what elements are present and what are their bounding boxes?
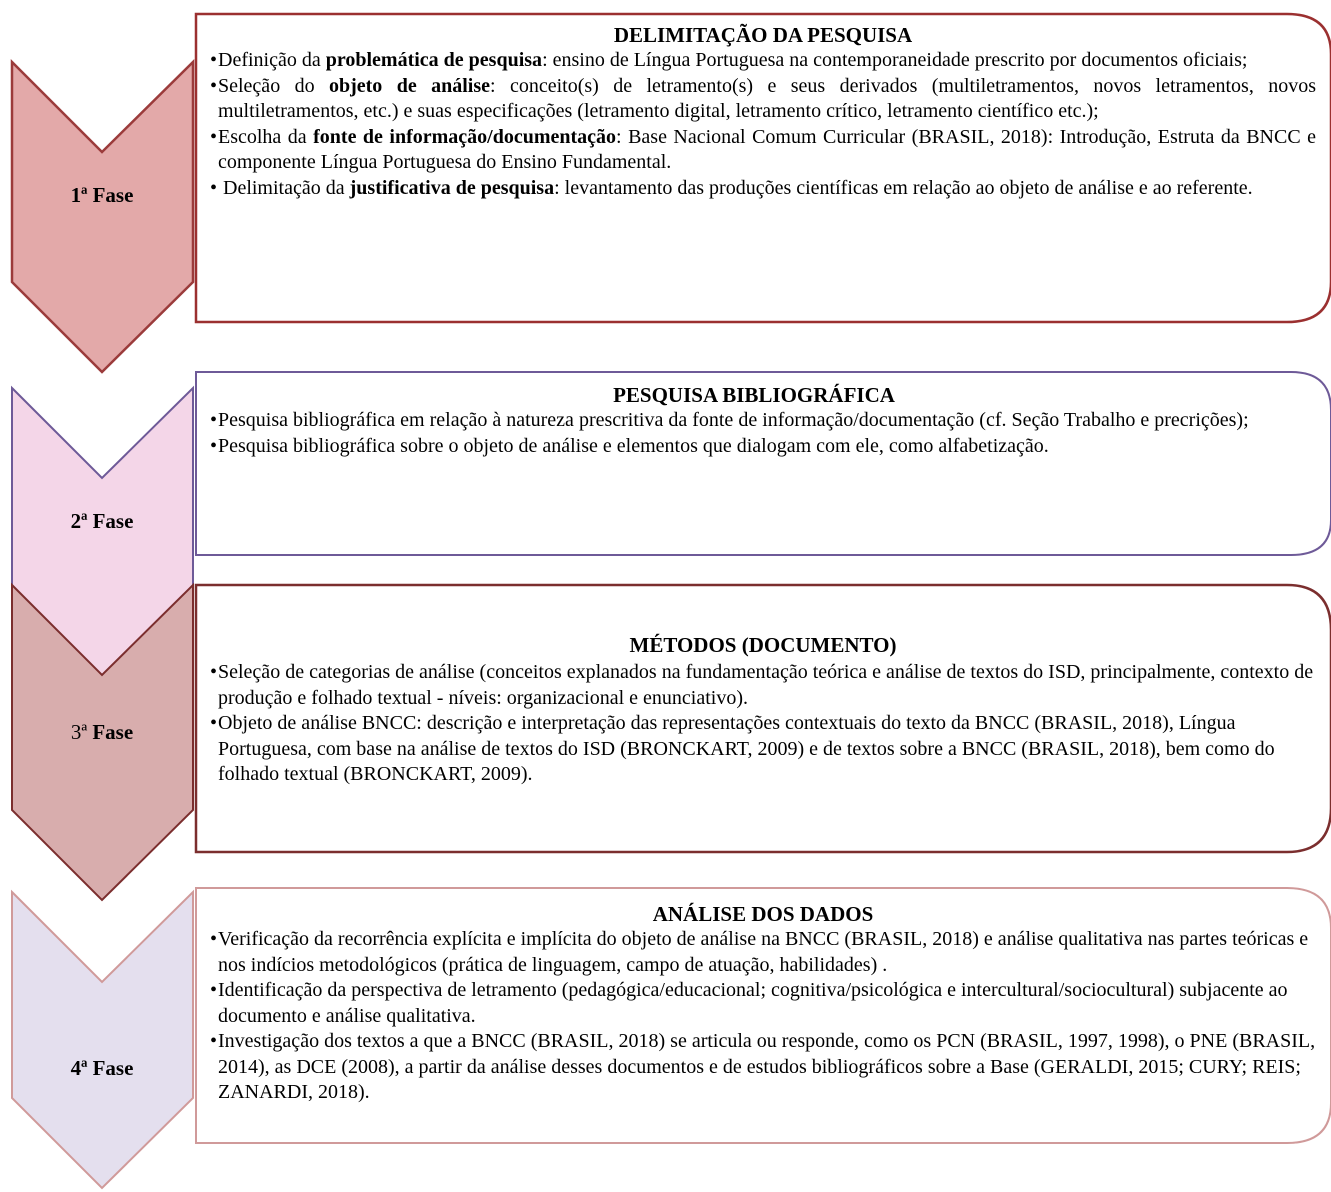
phase-4-content <box>200 897 1328 1106</box>
phase-1-number: 1ª <box>70 183 88 207</box>
phase-3-word: Fase <box>92 720 134 744</box>
list-item: •Identificação da perspectiva de letramento (pedagógica/educacional; cognitiva/psicológica e intercultural/sociocultural) subjacente ao documento e análise qualitativa. <box>210 979 1288 1027</box>
phase-3-label <box>4 719 200 745</box>
phase-3-number: 3ª <box>70 720 88 744</box>
phase-1-list <box>210 48 1316 201</box>
phase-4-word: Fase <box>92 1056 134 1080</box>
phase-3-content <box>200 628 1328 788</box>
phase-1-chevron <box>12 62 193 372</box>
list-item: •Pesquisa bibliográfica sobre o objeto de análise e elementos que dialogam com ele, como alfabetização. <box>210 434 1049 457</box>
list-item: • Delimitação da justificativa de pesquisa: levantamento das produções científicas em relação ao objeto de análise e ao referente. <box>210 176 1253 199</box>
phase-4-number: 4ª <box>70 1056 88 1080</box>
phase-3-title: MÉTODOS (DOCUMENTO) <box>629 633 897 657</box>
phase-1-label <box>4 182 200 208</box>
phase-4-chevron <box>12 892 193 1188</box>
phase-2-word: Fase <box>92 509 134 533</box>
phase-2-number: 2ª <box>70 509 88 533</box>
list-item: •Objeto de análise BNCC: descrição e interpretação das representações contextuais do texto da BNCC (BRASIL, 2018), Língua Portuguesa, com base na análise de textos do ISD (BRONCKART, 2009) e de textos sobre a BNCC (BRASIL, 2018), bem como do folhado textual (BRONCKART, 2009). <box>210 712 1275 785</box>
phase-2-label <box>4 508 200 534</box>
list-item: •Definição da problemática de pesquisa: ensino de Língua Portuguesa na contemporaneidade prescrito por documentos oficiais; <box>210 49 1248 71</box>
phase-1-content <box>200 18 1328 201</box>
phase-1-word: Fase <box>92 183 134 207</box>
phase-4-label <box>4 1055 200 1081</box>
list-item: •Investigação dos textos a que a BNCC (BRASIL, 2018) se articula ou responde, como os PCN (BRASIL, 1997, 1998), o PNE (BRASIL, 2014), as DCE (2008), a partir da análise desses documentos e de estudos bibliográficos sobre a Base (GERALDI, 2015; CURY; REIS; ZANARDI, 2018). <box>210 1030 1316 1103</box>
phase-2-list <box>210 408 1298 459</box>
phase-4-title: ANÁLISE DOS DADOS <box>652 902 874 926</box>
list-item: •Escolha da fonte de informação/documentação: Base Nacional Comum Curricular (BRASIL, 2018): Introdução, Estruta da BNCC e componente Língua Portuguesa do Ensino Fundamental. <box>210 125 1317 173</box>
list-item: •Verificação da recorrência explícita e implícita do objeto de análise na BNCC (BRASIL, 2018) e análise qualitativa nas partes teóricas e nos indícios metodológicos (prática de linguagem, campo de atuação, habilidades) . <box>210 928 1309 976</box>
list-item: •Seleção de categorias de análise (conceitos explanados na fundamentação teórica e análise de textos do ISD, principalmente, contexto de produção e folhado textual - níveis: organizacional e enunciativo). <box>210 661 1314 709</box>
phase-2-title: PESQUISA BIBLIOGRÁFICA <box>613 383 895 407</box>
list-item: •Seleção do objeto de análise: conceito(s) de letramento(s) e seus derivados (multiletramentos, novos letramentos, novos multiletramentos, etc.) e suas especificações (letramento digital, letramento crítico, letramento científico etc.); <box>210 74 1317 122</box>
phase-1-title: DELIMITAÇÃO DA PESQUISA <box>613 23 913 47</box>
phase-4-list <box>210 927 1316 1106</box>
list-item: •Pesquisa bibliográfica em relação à natureza prescritiva da fonte de informação/documentação (cf. Seção Trabalho e precrições); <box>210 409 1249 431</box>
phase-3-list <box>210 660 1316 788</box>
phase-2-content <box>200 378 1310 459</box>
